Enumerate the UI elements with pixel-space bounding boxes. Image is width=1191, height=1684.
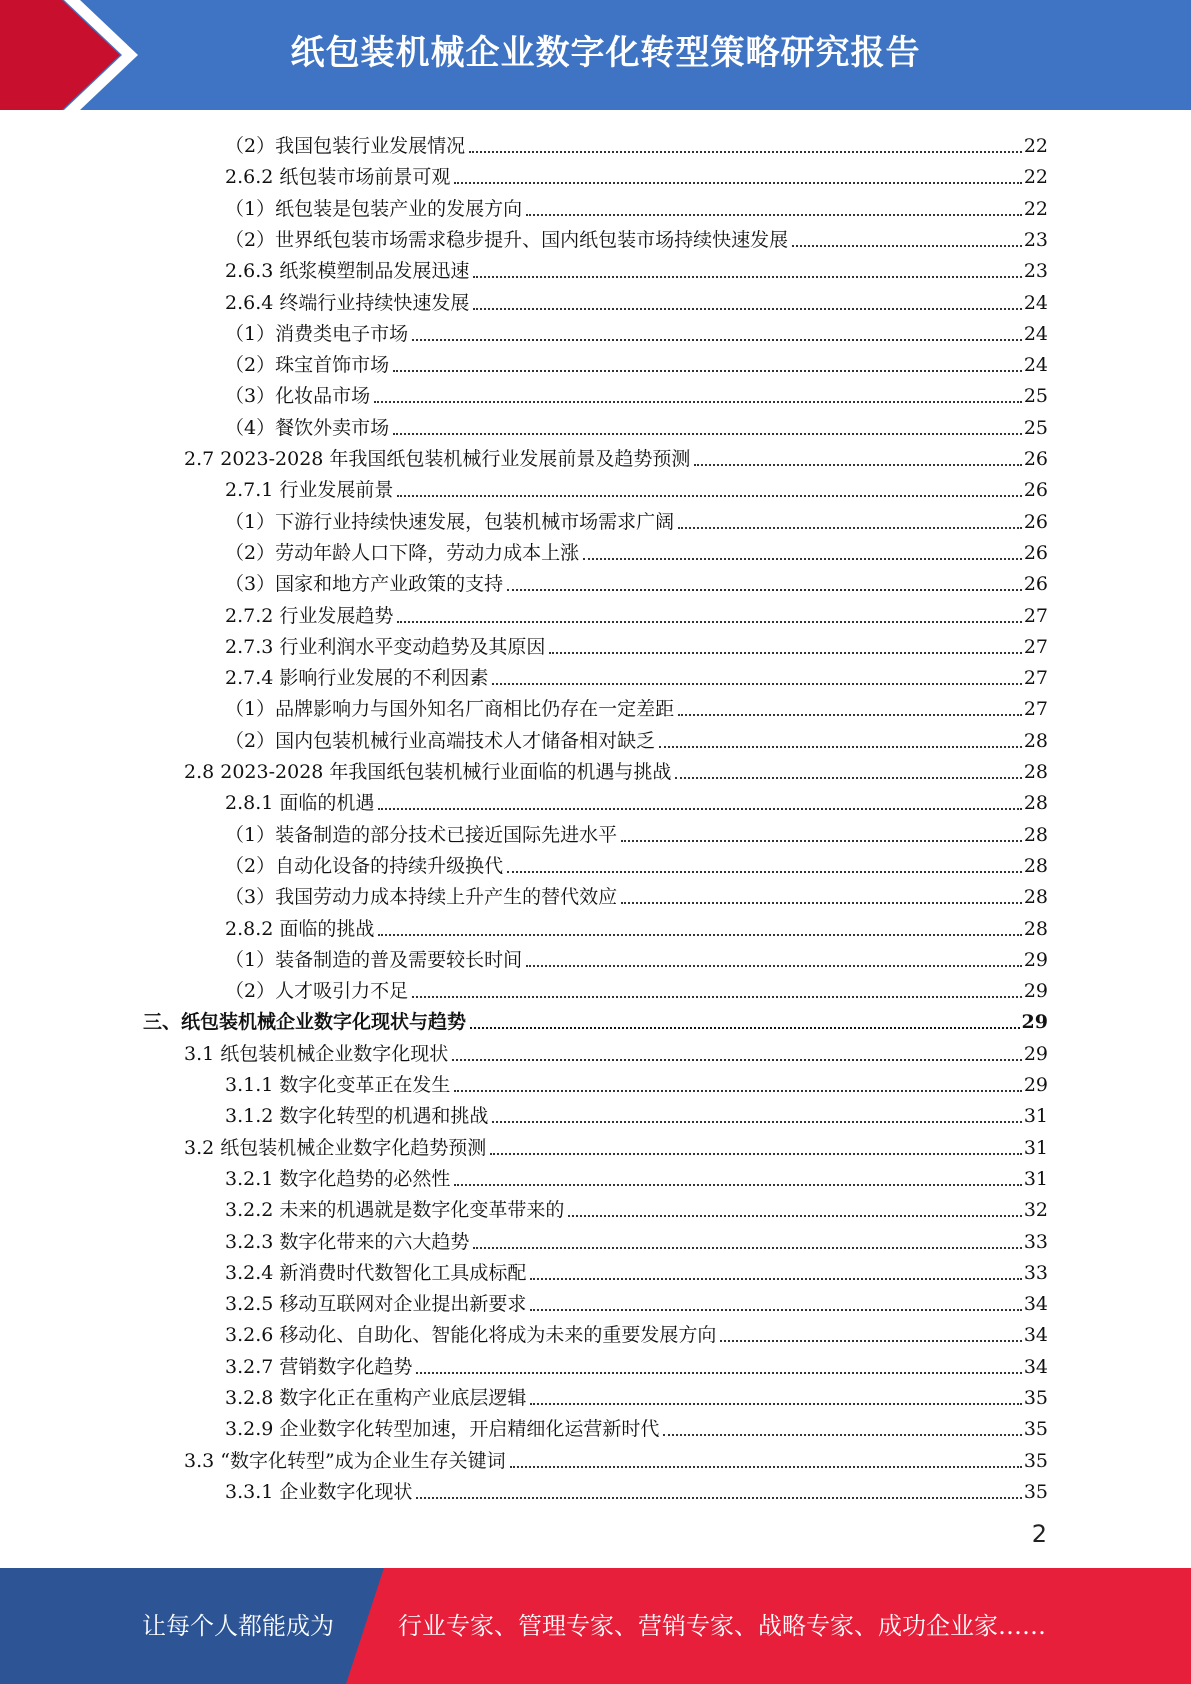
toc-entry-page: 26	[1023, 573, 1048, 596]
toc-entry[interactable]	[225, 565, 1048, 596]
toc-entry-label: （2）我国包装行业发展情况	[225, 135, 466, 157]
toc-dot-leader	[694, 462, 1021, 466]
toc-entry-page: 28	[1023, 823, 1048, 846]
toc-entry-label: 3.2.2 未来的机遇就是数字化变革带来的	[225, 1199, 565, 1222]
toc-entry[interactable]	[225, 1160, 1048, 1191]
toc-dot-leader	[470, 1025, 1020, 1029]
toc-dot-leader	[659, 744, 1022, 748]
toc-entry[interactable]	[225, 1473, 1048, 1504]
toc-dot-leader	[507, 869, 1022, 873]
toc-entry-page: 27	[1023, 667, 1048, 690]
toc-dot-leader	[473, 274, 1021, 278]
toc-entry[interactable]	[225, 1410, 1048, 1441]
toc-entry-page: 28	[1023, 729, 1048, 752]
toc-entry-page: 28	[1023, 792, 1048, 815]
toc-entry[interactable]	[184, 1035, 1048, 1066]
toc-entry[interactable]	[225, 690, 1048, 721]
toc-dot-leader	[378, 806, 1021, 810]
toc-entry-page: 31	[1023, 1105, 1048, 1128]
toc-entry[interactable]	[225, 1191, 1048, 1222]
toc-entry-label: （1）下游行业持续快速发展，包装机械市场需求广阔	[225, 510, 675, 533]
toc-dot-leader	[530, 1276, 1021, 1280]
toc-entry[interactable]	[225, 409, 1048, 440]
toc-entry-label: （1）品牌影响力与国外知名厂商相比仍存在一定差距	[225, 698, 675, 721]
toc-entry-label: 3.2.8 数字化正在重构产业底层逻辑	[225, 1387, 527, 1409]
toc-entry-label: （2）国内包装机械行业高端技术人才储备相对缺乏	[225, 729, 656, 752]
toc-dot-leader	[378, 932, 1021, 936]
toc-entry-label: 3.3.1 企业数字化现状	[225, 1480, 413, 1503]
toc-entry[interactable]	[184, 753, 1048, 784]
toc-entry[interactable]	[225, 1285, 1048, 1316]
toc-dot-leader	[621, 838, 1022, 842]
page-footer	[0, 1568, 1191, 1684]
toc-dot-leader	[526, 963, 1022, 967]
toc-dot-leader	[526, 212, 1022, 216]
toc-entry-label: 3.1.2 数字化转型的机遇和挑战	[225, 1105, 489, 1128]
toc-entry-page: 22	[1023, 135, 1048, 157]
toc-entry-label: 3.3 “数字化转型”成为企业生存关键词	[184, 1449, 506, 1472]
toc-entry-page: 25	[1023, 385, 1048, 408]
toc-entry-page: 28	[1023, 761, 1048, 783]
toc-entry-page: 28	[1023, 854, 1048, 877]
toc-entry-label: （4）餐饮外卖市场	[225, 416, 390, 439]
toc-entry[interactable]	[225, 190, 1048, 221]
toc-entry-label: 3.1 纸包装机械企业数字化现状	[184, 1042, 449, 1065]
toc-dot-leader	[530, 1307, 1021, 1311]
toc-entry-page: 33	[1023, 1261, 1048, 1284]
toc-dot-leader	[412, 337, 1022, 341]
toc-entry-page: 24	[1023, 291, 1048, 314]
toc-entry[interactable]	[225, 471, 1048, 502]
toc-entry-page: 28	[1023, 917, 1048, 940]
toc-entry-label: 三、纸包装机械企业数字化现状与趋势	[143, 1011, 467, 1034]
toc-entry[interactable]	[225, 284, 1048, 315]
toc-entry-page: 29	[1023, 948, 1048, 971]
toc-entry-page: 28	[1023, 886, 1048, 909]
toc-entry[interactable]	[225, 1316, 1048, 1347]
toc-entry-page: 27	[1023, 635, 1048, 658]
toc-entry-label: （1）消费类电子市场	[225, 322, 409, 345]
toc-entry-page: 35	[1023, 1387, 1048, 1409]
toc-entry-label: （2）世界纸包装市场需求稳步提升、国内纸包装市场持续快速发展	[225, 228, 789, 251]
toc-dot-leader	[678, 525, 1022, 529]
toc-entry-label: 2.7.1 行业发展前景	[225, 479, 394, 502]
toc-entry-page: 24	[1023, 322, 1048, 345]
toc-entry[interactable]	[225, 722, 1048, 753]
toc-entry-label: （3）我国劳动力成本持续上升产生的替代效应	[225, 886, 618, 909]
toc-entry-page: 26	[1023, 510, 1048, 533]
toc-entry-label: 2.7 2023-2028 年我国纸包装机械行业发展前景及趋势预测	[184, 448, 691, 470]
toc-dot-leader	[454, 1182, 1021, 1186]
toc-dot-leader	[568, 1213, 1021, 1217]
toc-entry-label: （3）化妆品市场	[225, 385, 371, 408]
toc-dot-leader	[507, 587, 1022, 591]
toc-entry[interactable]	[225, 1097, 1048, 1128]
toc-entry-label: 2.6.3 纸浆模塑制品发展迅速	[225, 260, 470, 283]
toc-dot-leader	[675, 775, 1021, 779]
toc-entry-label: 2.8.2 面临的挑战	[225, 917, 375, 940]
toc-entry-page: 35	[1023, 1449, 1048, 1472]
toc-entry[interactable]	[225, 628, 1048, 659]
footer-slogan-left: 让每个人都能成为	[142, 1612, 334, 1640]
toc-dot-leader	[416, 1370, 1021, 1374]
toc-dot-leader	[412, 994, 1022, 998]
toc-entry[interactable]	[225, 1379, 1048, 1410]
toc-entry-page: 27	[1023, 698, 1048, 721]
toc-entry[interactable]	[225, 659, 1048, 690]
toc-entry-page: 35	[1023, 1480, 1048, 1503]
toc-entry[interactable]	[225, 1223, 1048, 1254]
toc-entry-label: 2.7.4 影响行业发展的不利因素	[225, 667, 489, 690]
toc-dot-leader	[397, 619, 1021, 623]
toc-entry-label: 3.2.7 营销数字化趋势	[225, 1355, 413, 1378]
toc-dot-leader	[397, 493, 1021, 497]
toc-entry-label: （2）珠宝首饰市场	[225, 354, 390, 377]
toc-entry[interactable]	[225, 534, 1048, 565]
toc-dot-leader	[490, 1151, 1022, 1155]
toc-entry[interactable]	[225, 1254, 1048, 1285]
toc-entry[interactable]	[225, 910, 1048, 941]
toc-entry-page: 29	[1023, 980, 1048, 1003]
toc-entry[interactable]	[225, 221, 1048, 252]
toc-entry-label: （1）装备制造的普及需要较长时间	[225, 948, 523, 971]
toc-entry[interactable]	[225, 158, 1048, 189]
toc-entry[interactable]	[225, 972, 1048, 1003]
toc-dot-leader	[530, 1401, 1021, 1405]
toc-entry-label: 3.2.3 数字化带来的六大趋势	[225, 1230, 470, 1253]
toc-dot-leader	[473, 1245, 1021, 1249]
page-header	[0, 0, 1191, 110]
toc-entry-page: 26	[1023, 541, 1048, 564]
toc-dot-leader	[720, 1338, 1021, 1342]
toc-entry[interactable]	[225, 315, 1048, 346]
toc-entry[interactable]	[225, 377, 1048, 408]
toc-entry-page: 27	[1023, 604, 1048, 627]
toc-entry[interactable]	[225, 816, 1048, 847]
toc-dot-leader	[792, 243, 1022, 247]
toc-dot-leader	[393, 368, 1022, 372]
toc-entry-label: 2.8.1 面临的机遇	[225, 792, 375, 815]
toc-entry-label: 2.7.2 行业发展趋势	[225, 604, 394, 627]
toc-entry-page: 22	[1023, 166, 1048, 189]
toc-entry-label: 3.2.1 数字化趋势的必然性	[225, 1167, 451, 1190]
toc-dot-leader	[374, 399, 1022, 403]
toc-entry[interactable]	[184, 1442, 1048, 1473]
toc-dot-leader	[583, 556, 1022, 560]
toc-entry-label: （2）劳动年龄人口下降，劳动力成本上涨	[225, 541, 580, 564]
toc-dot-leader	[510, 1464, 1022, 1468]
toc-dot-leader	[469, 149, 1022, 153]
toc-entry-page: 26	[1023, 479, 1048, 502]
toc-entry[interactable]	[225, 941, 1048, 972]
toc-entry-page: 25	[1023, 416, 1048, 439]
toc-dot-leader	[492, 681, 1021, 685]
toc-entry-label: 3.2.6 移动化、自助化、智能化将成为未来的重要发展方向	[225, 1324, 717, 1347]
toc-dot-leader	[492, 1119, 1021, 1123]
toc-entry[interactable]	[225, 503, 1048, 534]
toc-dot-leader	[473, 306, 1021, 310]
toc-entry-page: 34	[1023, 1293, 1048, 1316]
toc-entry-label: 3.2 纸包装机械企业数字化趋势预测	[184, 1136, 487, 1159]
toc-entry-label: （2）人才吸引力不足	[225, 980, 409, 1003]
toc-dot-leader	[454, 180, 1021, 184]
toc-entry-page: 26	[1023, 448, 1048, 470]
toc-dot-leader	[452, 1057, 1022, 1061]
toc-entry-label: （1）装备制造的部分技术已接近国际先进水平	[225, 823, 618, 846]
toc-entry-label: 2.7.3 行业利润水平变动趋势及其原因	[225, 635, 546, 658]
toc-entry-label: 3.2.4 新消费时代数智化工具成标配	[225, 1261, 527, 1284]
footer-slogan-right: 行业专家、管理专家、营销专家、战略专家、成功企业家……	[398, 1612, 1046, 1640]
toc-dot-leader	[621, 900, 1022, 904]
toc-dot-leader	[549, 650, 1021, 654]
toc-entry-page: 31	[1023, 1136, 1048, 1159]
toc-entry-label: 2.6.4 终端行业持续快速发展	[225, 291, 470, 314]
toc-entry-label: （2）自动化设备的持续升级换代	[225, 854, 504, 877]
toc-entry[interactable]	[225, 784, 1048, 815]
toc-dot-leader	[663, 1432, 1021, 1436]
toc-entry[interactable]	[184, 440, 1048, 471]
toc-entry-page: 35	[1023, 1418, 1048, 1441]
toc-dot-leader	[393, 431, 1022, 435]
toc-entry[interactable]	[225, 127, 1048, 158]
report-title: 纸包装机械企业数字化转型策略研究报告	[290, 33, 921, 73]
toc-entry-page: 29	[1021, 1011, 1048, 1034]
toc-entry-label: 3.2.9 企业数字化转型加速，开启精细化运营新时代	[225, 1418, 660, 1441]
toc-dot-leader	[454, 1088, 1021, 1092]
toc-entry-page: 33	[1023, 1230, 1048, 1253]
toc-entry-page: 31	[1023, 1167, 1048, 1190]
toc-entry[interactable]	[143, 1003, 1048, 1034]
toc-entry-page: 23	[1023, 260, 1048, 283]
toc-entry-page: 22	[1023, 197, 1048, 220]
toc-entry-page: 29	[1023, 1074, 1048, 1096]
toc-entry-label: （3）国家和地方产业政策的支持	[225, 573, 504, 596]
toc-entry-page: 23	[1023, 228, 1048, 251]
toc-entry[interactable]	[225, 597, 1048, 628]
toc-entry-page: 34	[1023, 1355, 1048, 1378]
toc-entry[interactable]	[225, 346, 1048, 377]
toc-entry[interactable]	[225, 252, 1048, 283]
toc-entry[interactable]	[225, 1066, 1048, 1097]
toc-entry-page: 29	[1023, 1042, 1048, 1065]
toc-entry[interactable]	[184, 1129, 1048, 1160]
toc-dot-leader	[678, 712, 1022, 716]
toc-entry-label: 2.6.2 纸包装市场前景可观	[225, 166, 451, 189]
toc-entry-label: 3.2.5 移动互联网对企业提出新要求	[225, 1293, 527, 1316]
toc-entry-label: 2.8 2023-2028 年我国纸包装机械行业面临的机遇与挑战	[184, 761, 672, 783]
toc-entry-label: 3.1.1 数字化变革正在发生	[225, 1074, 451, 1096]
toc-entry-page: 34	[1023, 1324, 1048, 1347]
page-number: 2	[1031, 1520, 1047, 1548]
toc-entry-page: 32	[1023, 1199, 1048, 1222]
toc-entry-page: 24	[1023, 354, 1048, 377]
toc-dot-leader	[416, 1495, 1021, 1499]
toc-entry-label: （1）纸包装是包装产业的发展方向	[225, 197, 523, 220]
toc-entry[interactable]	[225, 847, 1048, 878]
toc-entry[interactable]	[225, 878, 1048, 909]
toc-entry[interactable]	[225, 1348, 1048, 1379]
